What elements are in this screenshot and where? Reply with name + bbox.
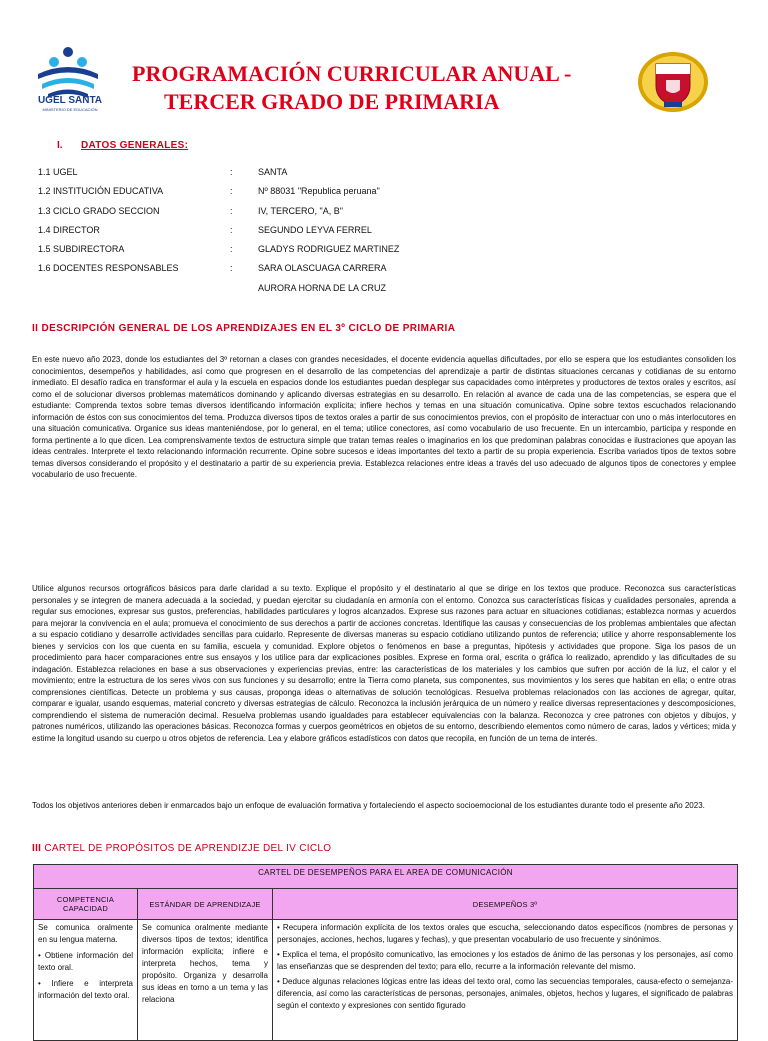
section-1-heading [57,140,188,151]
general-data-value: Nº 88031 "Republica peruana" [258,186,380,197]
competencia-item: • Infiere e interpreta información del texto oral. [38,979,133,1000]
title-line-2: TERCER GRADO DE PRIMARIA [164,89,500,114]
general-data-value: IV, TERCERO, "A, B" [258,205,343,216]
desempeno-item: • Deduce algunas relaciones lógicas entre las ideas del texto oral, como las secuencias temporales, causa-efecto o semejanza-diferencia, así como las características de personas, personajes, animales, objetos, hechos y lugares, el significado de palabras según el contexto y expresiones con sentido figurado [277,977,733,1010]
title-line-1: PROGRAMACIÓN CURRICULAR ANUAL - [132,61,572,86]
page-title [132,60,571,116]
general-data-colon: : [230,186,233,197]
column-header-competencia: COMPETENCIA CAPACIDAD [34,889,138,919]
general-data-colon: : [230,205,233,216]
performance-table [33,864,738,1041]
description-paragraph-3: Todos los objetivos anteriores deben ir enmarcados bajo un enfoque de evaluación formativa y fortaleciendo el aspecto socioemocional de los estudiantes durante todo el presente año 2023. [32,801,705,810]
general-data-value: GLADYS RODRIGUEZ MARTINEZ [258,244,400,255]
general-data-value: SEGUNDO LEYVA FERREL [258,224,372,235]
column-header-estandar: ESTÁNDAR DE APRENDIZAJE [138,889,273,919]
shield-emblem-icon [636,50,710,114]
cell-competencia [34,920,138,1040]
ugel-logo-sub: MINISTERIO DE EDUCACIÓN [42,107,98,112]
competencia-item: • Obtiene información del texto oral. [38,951,133,972]
desempeno-item: • Recupera información explícita de los textos orales que escucha, seleccionando datos específicos (nombres de personas y personajes, acciones, hechos, lugares y fechas), y que presentan vocabulario de uso frecuente y sinónimos. [277,923,733,944]
general-data-key: 1.4 DIRECTOR [38,224,100,235]
general-data-key: 1.1 UGEL [38,167,78,177]
cell-estandar: Se comunica oralmente mediante diversos tipos de textos; identifica información explícita; infiere e interpreta hechos, tema y propósito. Organiza y desarrolla sus ideas en torno a un tema y las relaciona [138,920,273,1040]
competencia-item: Se comunica oralmente en su lengua materna. [38,923,133,944]
desempeno-item: • Explica el tema, el propósito comunicativo, las emociones y los estados de ánimo de las personas y los personajes, así como las enseñanzas que se desprenden del texto; para ello, recurre a la información relevante del mismo. [277,950,733,971]
general-data-colon: : [230,244,233,255]
general-data-key: 1.5 SUBDIRECTORA [38,244,125,255]
section-1-number: I. [57,140,63,151]
section-3-heading [32,843,331,854]
table-row [34,920,737,1040]
cell-desempenos [273,920,737,1040]
table-header-row [34,889,737,920]
column-header-desempenos: DESEMPEÑOS 3º [472,899,538,909]
section-3-number: III [32,843,42,854]
general-data-key: 1.6 DOCENTES RESPONSABLES [38,263,179,274]
general-data-key: 1.3 CICLO GRADO SECCION [38,205,160,216]
table-caption: CARTEL DE DESEMPEÑOS PARA EL AREA DE COMUNICACIÓN [34,865,737,889]
description-paragraph-2: Utilice algunos recursos ortográficos básicos para darle claridad a su texto. Explique el propósito y el destinatario al que se dirige en los textos que produce. Reconozca sus características personales y se integren de manera adecuada a la sociedad, y puedan ejercitar su ciudadanía en armonía con el entorno. Conozca sus características físicas y cualidades personales, aprenda a regular sus emociones, expresar sus gustos, preferencias, habilidades particulares y logros alcanzados. Exprese sus razones para actuar en situaciones cotidianas; establezca normas y acuerdos para mejorar la convivencia en el aula; promueva el conocimiento de sus derechos a partir de acciones concretas. Identifique las causas y consecuencias de los problemas ambientales que afectan a su espacio cotidiano y desarrolle actividades sencillas para cuidarlo. Represente de diversas maneras su espacio cotidiano utilizando puntos de referencia; utilice y ahorre responsablemente los bienes y servicios con los que cuenta en su familia, escuela y comunidad. Explore objetos o fenómenos en base a preguntas, hipótesis y actividades que propone. Siga los pasos de un procedimiento para hacer comparaciones entre sus ensayos y los utilice para dar explicaciones posibles. Exprese en forma oral, escrita o gráfica lo realizado, aprendido y las dificultades de su indagación. Establezca relaciones en base a sus observaciones y experiencias previas, entre: las características de los materiales y los cambios que sufren por acción de la luz, el calor y el movimiento; entre la estructura de los seres vivos con sus funciones y su desarrollo; entre la Tierra como planeta, sus componentes, sus movimientos y los seres que habitan en ella; o entre otras comprensiones científicas. Detecte un problema y sus causas, proponga ideas o alternativas de solución tecnológicas. Resuelva problemas relacionados con las acciones de agregar, quitar, comparar e igualar, usando esquemas, material concreto y diversas estrategias de cálculo. Reconozca la inclusión jerárquica de un número y realice diversas representaciones y descomposiciones, comprendiendo el sistema de numeración decimal. Resuelva problemas usando igualdades para establecer equivalencias con la balanza. Reconozca y cree patrones con objetos y dibujos, y patrones numéricos, utilizando las operaciones básicas. Reconozca formas y cuerpos geométricos en objetos de su entorno, describiendo elementos como número de caras, lados y vértices; mida y estime la longitud usando su cuerpo u otros objetos de referencia. Lea y elabore gráficos estadísticos con datos que recopila, en función de un tema de interés. [32,584,736,743]
general-data-key: 1.2 INSTITUCIÓN EDUCATIVA [38,186,164,197]
general-data-value: SANTA [258,167,288,177]
section-1-label: DATOS GENERALES: [81,140,189,151]
section-3-title: CARTEL DE PROPÓSITOS DE APRENDIZJE DEL IV CICLO [41,843,332,854]
general-data-colon: : [230,224,233,235]
ugel-santa-logo-icon [32,44,104,102]
general-data-colon: : [230,263,233,274]
general-data-value: AURORA HORNA DE LA CRUZ [258,282,387,293]
description-paragraph-1: En este nuevo año 2023, donde los estudiantes del 3º retornan a clases con grandes necesidades, el docente evidencia aquellas dificultades, por ello se espera que los estudiantes consoliden los conocimientos, desempeños y habilidades, así como que progresen en el desarrollo de las competencias del aprendizaje a partir de distintas situaciones cercanas y cotidianas de su entorno inmediato. El desafío radica en transformar el aula y la escuela en espacios donde los estudiantes puedan desplegar sus capacidades como intérpretes y productores de textos orales y escritos, así como el de solucionar diversos problemas matemáticos dominando y aplicando diversas estrategias en su desarrollo. En relación al avance de cada una de las competencias, se espera que el estudiante: Comprenda textos sobre temas diversos identificando información explícita; infiere hechos y temas en una situación comunicativa. Opine sobre textos escuchados relacionando información de éstos con sus conocimientos del tema. Produzca diversos tipos de textos orales a partir de sus conocimientos previos, con el propósito de interactuar con uno o más interlocutores en una situación comunicativa. Organice sus ideas manteniéndose, por lo general, en el tema; utilice conectores, así como vocabulario de uso frecuente. En un intercambio, participa y responde en forma pertinente a lo que dicen. Lea comprensivamente textos de estructura simple que tratan temas reales o imaginarios en los que predominan palabras conocidas e ilustraciones que apoyan las ideas centrales. Interprete el texto relacionando información recurrente. Opine sobre sucesos e ideas importantes del texto a partir de su propia experiencia. Escriba variados tipos de textos sobre temas diversos considerando el propósito y el destinatario a partir de su experiencia previa. Establezca relaciones entre ideas a través del uso adecuado de algunos tipos de conectores y emplee vocabulario de uso frecuente. [32,355,736,479]
general-data-colon: : [230,167,233,177]
general-data-value: SARA OLASCUAGA CARRERA [258,263,387,274]
section-2-heading: II DESCRIPCIÓN GENERAL DE LOS APRENDIZAJES EN EL 3º CICLO DE PRIMARIA [32,323,456,334]
ugel-logo-name: UGEL SANTA [37,95,103,106]
